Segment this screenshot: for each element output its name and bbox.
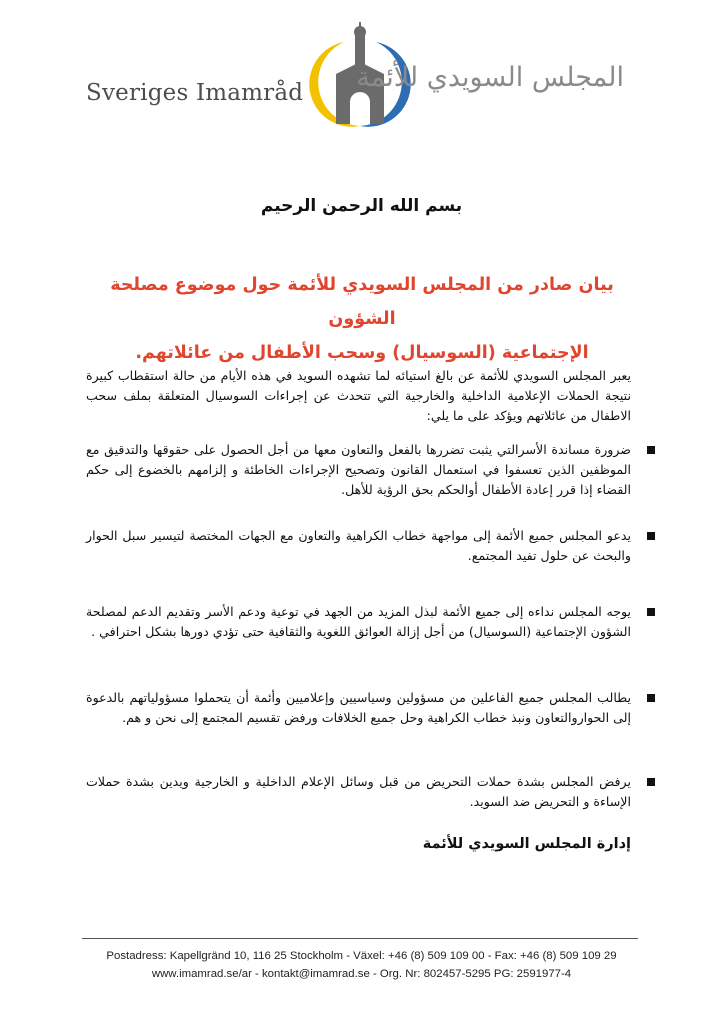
point-3 [86, 602, 631, 642]
square-bullet-icon [647, 532, 655, 540]
footer-contact: www.imamrad.se/ar - kontakt@imamrad.se - Org. Nr: 802457-5295 PG: 2591977-4 [151, 968, 572, 980]
point-1 [86, 440, 631, 500]
point-text: يوجه المجلس نداءه إلى جميع الأئمة لبذل المزيد من الجهد في توعية ودعم الأسر وتقديم الدعم لمصلحة الشؤون الإجتماعية (السوسيال) من أجل إزالة العوائق اللغوية والثقافية حتى تؤدي دورها بشكل احترافي . [86, 604, 631, 639]
point-2 [86, 526, 631, 566]
statement-title [80, 268, 644, 370]
org-name-arabic: المجلس السويدي للأئمة [356, 62, 624, 93]
point-4 [86, 688, 631, 728]
square-bullet-icon [647, 446, 655, 454]
point-5 [86, 772, 631, 812]
letterhead [0, 0, 723, 140]
point-text: يطالب المجلس جميع الفاعلين من مسؤولين وسياسيين وإعلاميين وأئمة أن يتحملوا مسؤولياتهم بالدعوة إلى الحواروالتعاون ونبذ خطاب الكراهية وحل جميع الخلافات ورفض تقسيم المجتمع إلى نحن و هم. [86, 690, 631, 725]
point-text: يرفض المجلس بشدة حملات التحريض من قبل وسائل الإعلام الداخلية و الخارجية ويدين بشدة حملات الإساءة و التحريض ضد السويد. [86, 774, 631, 809]
point-text: ضرورة مساندة الأسرالتي يثبت تضررها بالفعل والتعاون معها من أجل الحصول على حقوقها والتدقيق مع الموظفين الذين تعسفوا في استعمال القانون وتصحيح الإجراءات الخاطئة و إلزامهم بالخضوع إلى حكم القضاء إذا قرر إعادة الأطفال أوالحكم بحق الرؤية للأهل. [86, 442, 631, 497]
title-line-1: بيان صادر من المجلس السويدي للأئمة حول موضوع مصلحة الشؤون [110, 275, 614, 329]
footer-address: Postadress: Kapellgränd 10, 116 25 Stockholm - Växel: +46 (8) 509 109 00 - Fax: +46 (8) 509 109 29 [106, 950, 617, 962]
square-bullet-icon [647, 694, 655, 702]
basmala: بسم الله الرحمن الرحيم [260, 196, 463, 216]
footer [0, 947, 723, 983]
square-bullet-icon [647, 778, 655, 786]
footer-divider [82, 938, 638, 939]
intro-paragraph: يعبر المجلس السويدي للأئمة عن بالغ استيائه لما تشهده السويد في هذه الأيام من حالة استقطاب كبيرة نتيجة الحملات الإعلامية الداخلية والخارجية التي تتحدث عن إجراءات السوسيال المتعلقة بملف سحب الاطفال من عائلاتهم ويؤكد على ما يلي: [86, 368, 631, 423]
square-bullet-icon [647, 608, 655, 616]
org-name-latin: Sveriges Imamråd [86, 80, 304, 106]
signature: إدارة المجلس السويدي للأئمة [422, 836, 631, 852]
point-text: يدعو المجلس جميع الأئمة إلى مواجهة خطاب الكراهية والتعاون مع الجهات المختصة لتيسير سبل الحوار والبحث عن حلول تفيد المجتمع. [86, 528, 631, 563]
title-line-2: الإجتماعية (السوسيال) وسحب الأطفال من عائلاتهم. [135, 343, 589, 363]
